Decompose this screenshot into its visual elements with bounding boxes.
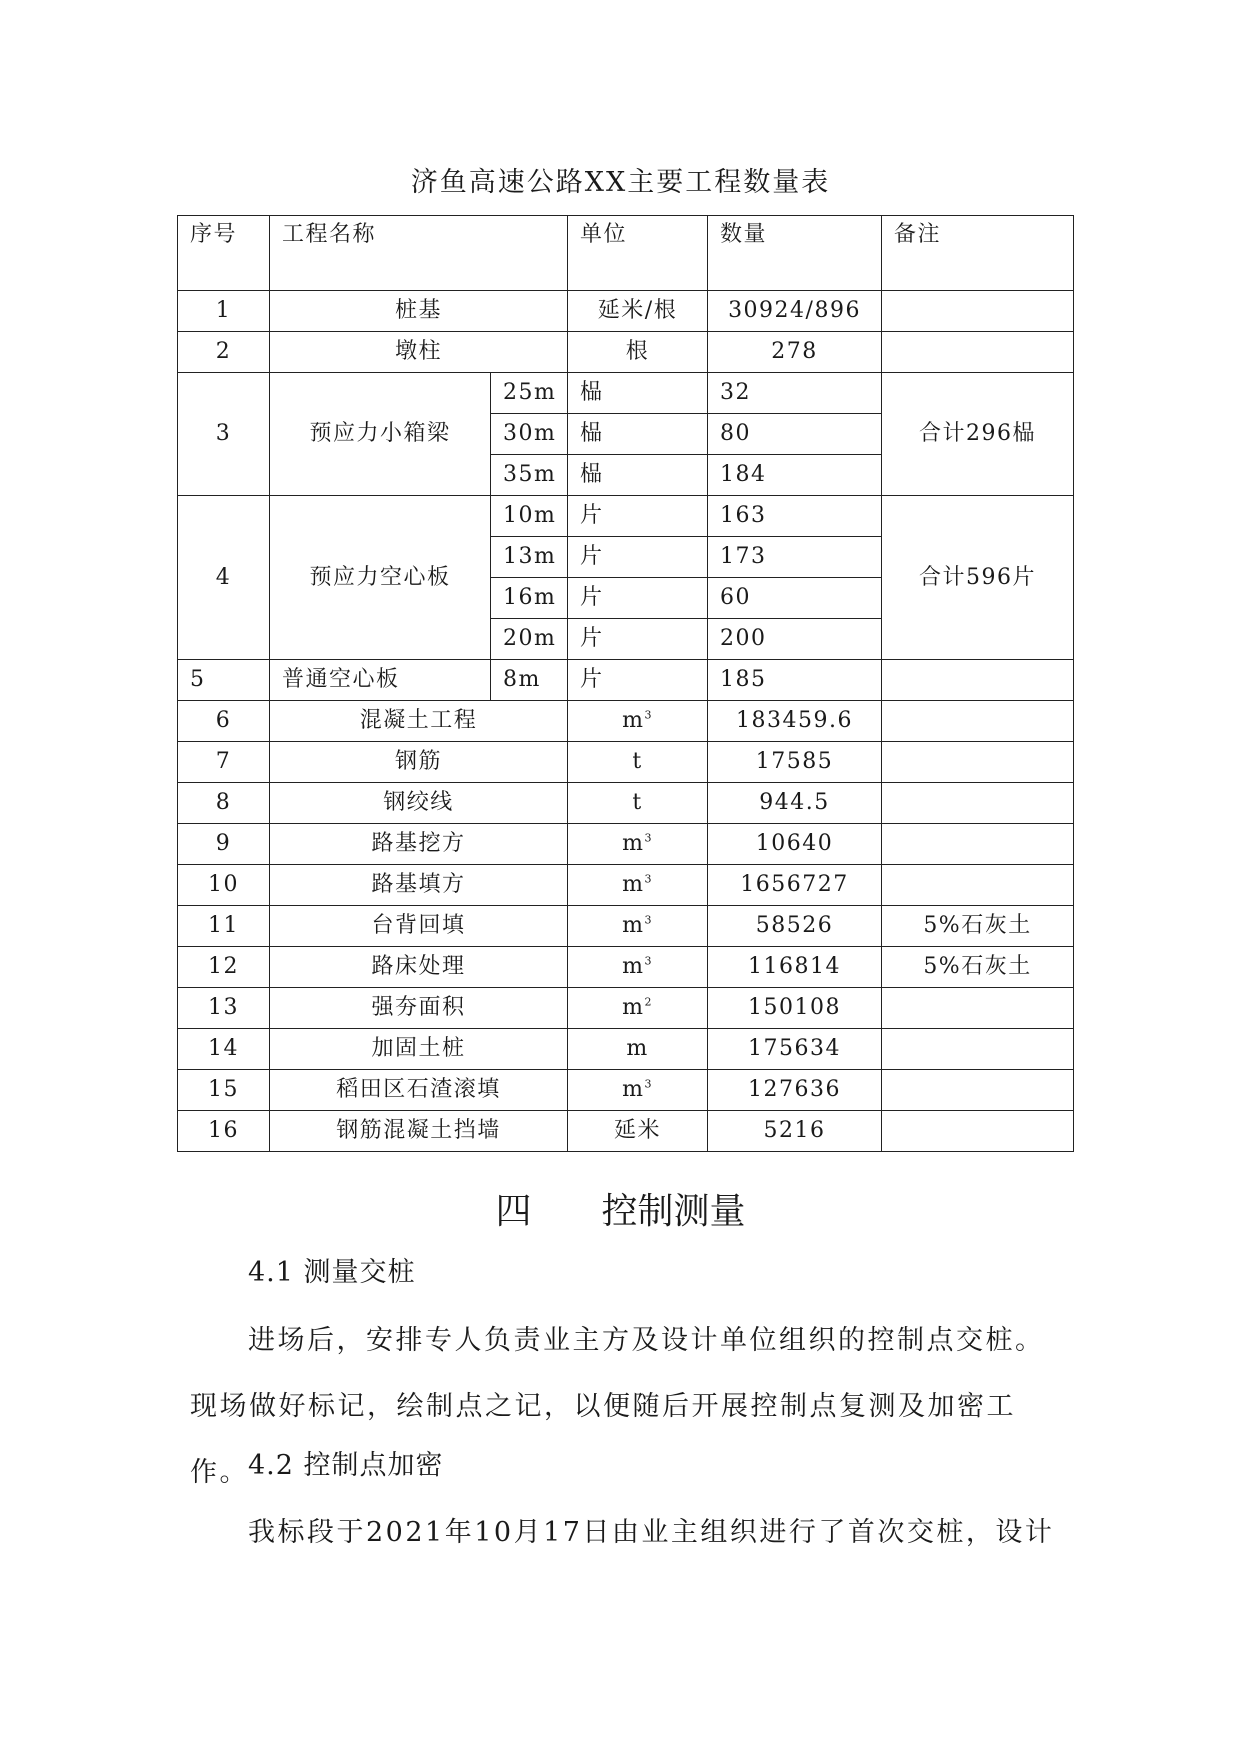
row-number: 5 [178, 660, 270, 701]
row-number: 15 [178, 1070, 270, 1111]
unit-exponent: 3 [644, 831, 653, 845]
unit-cell: 榀 [568, 455, 708, 496]
quantity-cell: 30924/896 [708, 291, 882, 332]
row-number: 1 [178, 291, 270, 332]
section-title: 控制测量 [601, 1191, 746, 1232]
header-cell: 单位 [568, 216, 708, 291]
table-row [178, 701, 1074, 742]
unit-cell: t [568, 742, 708, 783]
table-row [178, 906, 1074, 947]
table-row [178, 373, 1074, 414]
table-header-row [178, 216, 1074, 291]
row-number: 6 [178, 701, 270, 742]
unit-cell [568, 824, 708, 865]
note-cell [882, 660, 1074, 701]
note-cell: 合计596片 [882, 496, 1074, 660]
item-name: 预应力空心板 [270, 496, 491, 660]
quantity-cell: 127636 [708, 1070, 882, 1111]
row-number: 14 [178, 1029, 270, 1070]
note-cell [882, 783, 1074, 824]
row-number: 7 [178, 742, 270, 783]
subsection-heading: 4.2 控制点加密 [248, 1450, 444, 1481]
quantity-table [177, 215, 1074, 1152]
unit-base: m [622, 913, 645, 938]
header-cell: 序号 [178, 216, 270, 291]
size-cell: 25m [491, 373, 568, 414]
quantity-cell: 58526 [708, 906, 882, 947]
unit-exponent: 3 [644, 872, 653, 886]
item-name: 路基挖方 [270, 824, 568, 865]
item-name: 强夯面积 [270, 988, 568, 1029]
quantity-cell: 10640 [708, 824, 882, 865]
quantity-cell: 185 [708, 660, 882, 701]
size-cell: 16m [491, 578, 568, 619]
row-number: 9 [178, 824, 270, 865]
subsection-heading: 4.1 测量交桩 [248, 1257, 416, 1288]
table-row [178, 947, 1074, 988]
row-number: 10 [178, 865, 270, 906]
size-cell: 35m [491, 455, 568, 496]
table-row [178, 988, 1074, 1029]
quantity-cell: 173 [708, 537, 882, 578]
item-name: 墩柱 [270, 332, 568, 373]
table-row [178, 783, 1074, 824]
unit-cell [568, 947, 708, 988]
unit-base: m [622, 954, 645, 979]
note-cell: 合计296榀 [882, 373, 1074, 496]
unit-cell: 榀 [568, 414, 708, 455]
quantity-cell: 60 [708, 578, 882, 619]
unit-exponent: 3 [644, 1077, 653, 1091]
row-number: 3 [178, 373, 270, 496]
unit-cell: t [568, 783, 708, 824]
note-cell: 5%石灰土 [882, 947, 1074, 988]
unit-cell: 片 [568, 619, 708, 660]
unit-cell [568, 701, 708, 742]
quantity-cell: 175634 [708, 1029, 882, 1070]
table-row [178, 824, 1074, 865]
unit-exponent: 3 [644, 708, 653, 722]
quantity-cell: 5216 [708, 1111, 882, 1152]
quantity-cell: 278 [708, 332, 882, 373]
quantity-cell: 32 [708, 373, 882, 414]
note-cell [882, 824, 1074, 865]
table-row [178, 865, 1074, 906]
row-number: 2 [178, 332, 270, 373]
unit-cell: 根 [568, 332, 708, 373]
item-name: 钢筋混凝土挡墙 [270, 1111, 568, 1152]
item-name: 台背回填 [270, 906, 568, 947]
section-number: 四 [495, 1191, 532, 1232]
unit-exponent: 2 [644, 995, 653, 1009]
table-row [178, 291, 1074, 332]
item-name: 预应力小箱梁 [270, 373, 491, 496]
note-cell [882, 701, 1074, 742]
note-cell [882, 332, 1074, 373]
unit-cell: 片 [568, 537, 708, 578]
unit-cell [568, 865, 708, 906]
header-cell: 工程名称 [270, 216, 568, 291]
quantity-cell: 17585 [708, 742, 882, 783]
unit-cell [568, 906, 708, 947]
table-row [178, 1111, 1074, 1152]
unit-base: m [622, 831, 645, 856]
table-row [178, 742, 1074, 783]
unit-base: m [622, 1077, 645, 1102]
item-name: 桩基 [270, 291, 568, 332]
row-number: 11 [178, 906, 270, 947]
unit-cell [568, 1070, 708, 1111]
size-cell: 13m [491, 537, 568, 578]
section-heading [0, 1187, 1241, 1237]
size-cell: 10m [491, 496, 568, 537]
table-row [178, 1070, 1074, 1111]
row-number: 12 [178, 947, 270, 988]
quantity-cell: 184 [708, 455, 882, 496]
table-row [178, 660, 1074, 701]
header-cell: 备注 [882, 216, 1074, 291]
table-row [178, 332, 1074, 373]
note-cell [882, 988, 1074, 1029]
item-name: 加固土桩 [270, 1029, 568, 1070]
note-cell [882, 1029, 1074, 1070]
row-number: 13 [178, 988, 270, 1029]
unit-base: m [622, 995, 645, 1020]
item-name: 路基填方 [270, 865, 568, 906]
unit-cell: 片 [568, 660, 708, 701]
table-row [178, 1029, 1074, 1070]
item-name: 稻田区石渣滚填 [270, 1070, 568, 1111]
item-name: 钢筋 [270, 742, 568, 783]
row-number: 16 [178, 1111, 270, 1152]
paragraph: 进场后，安排专人负责业主方及设计单位组织的控制点交桩。现场做好标记，绘制点之记，以便随后开展控制点复测及加密工作。 [190, 1325, 1045, 1488]
note-cell [882, 291, 1074, 332]
unit-cell: 片 [568, 578, 708, 619]
quantity-cell: 200 [708, 619, 882, 660]
item-name: 普通空心板 [270, 660, 491, 701]
item-name: 混凝土工程 [270, 701, 568, 742]
unit-cell: m [568, 1029, 708, 1070]
quantity-cell: 150108 [708, 988, 882, 1029]
note-cell [882, 1111, 1074, 1152]
unit-exponent: 3 [644, 954, 653, 968]
quantity-cell: 1656727 [708, 865, 882, 906]
note-cell: 5%石灰土 [882, 906, 1074, 947]
quantity-cell: 944.5 [708, 783, 882, 824]
unit-cell: 榀 [568, 373, 708, 414]
header-cell: 数量 [708, 216, 882, 291]
quantity-cell: 183459.6 [708, 701, 882, 742]
table-row [178, 496, 1074, 537]
unit-base: m [622, 872, 645, 897]
unit-cell: 延米 [568, 1111, 708, 1152]
table-title: 济鱼高速公路XX主要工程数量表 [410, 167, 831, 198]
unit-cell [568, 988, 708, 1029]
unit-cell: 片 [568, 496, 708, 537]
note-cell [882, 865, 1074, 906]
quantity-cell: 80 [708, 414, 882, 455]
row-number: 8 [178, 783, 270, 824]
unit-cell: 延米/根 [568, 291, 708, 332]
size-cell: 30m [491, 414, 568, 455]
quantity-cell: 116814 [708, 947, 882, 988]
unit-base: m [622, 708, 645, 733]
item-name: 钢绞线 [270, 783, 568, 824]
row-number: 4 [178, 496, 270, 660]
unit-exponent: 3 [644, 913, 653, 927]
size-cell: 8m [491, 660, 568, 701]
paragraph: 我标段于2021年10月17日由业主组织进行了首次交桩，设计 [248, 1517, 1055, 1548]
note-cell [882, 1070, 1074, 1111]
item-name: 路床处理 [270, 947, 568, 988]
quantity-cell: 163 [708, 496, 882, 537]
note-cell [882, 742, 1074, 783]
size-cell: 20m [491, 619, 568, 660]
